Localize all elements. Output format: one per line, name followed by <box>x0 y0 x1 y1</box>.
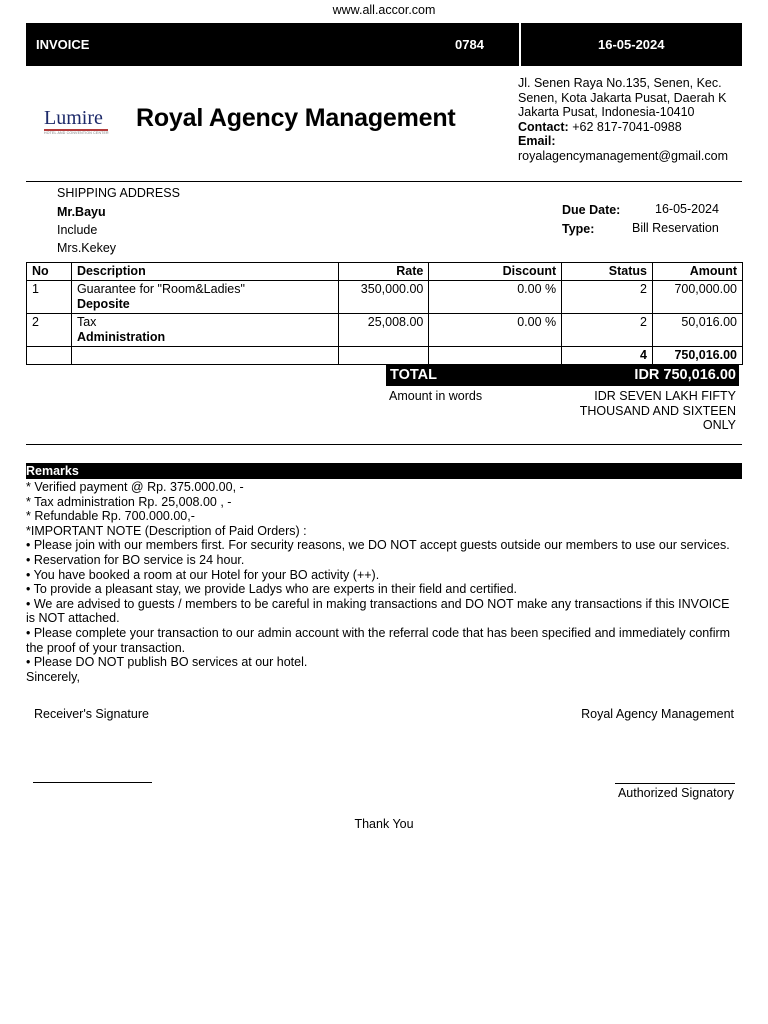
source-url: www.all.accor.com <box>332 3 436 17</box>
remark-line: • Please DO NOT publish BO services at our hotel. <box>26 655 308 670</box>
hotel-logo <box>44 108 109 136</box>
row-rate: 25,008.00 <box>339 314 429 347</box>
empty-cell <box>71 347 338 365</box>
row-status: 2 <box>562 281 653 314</box>
description-bold: Deposite <box>76 297 130 311</box>
address-line: Jl. Senen Raya No.135, Senen, Kec. <box>518 76 722 90</box>
row-amount: 700,000.00 <box>653 281 743 314</box>
row-no: 2 <box>27 314 72 347</box>
remarks-title: Remarks <box>26 464 79 478</box>
row-description <box>71 314 338 347</box>
row-discount: 0.00 % <box>429 314 562 347</box>
table-row <box>27 314 743 347</box>
remark-line: • Please complete your transaction to our admin account with the referral code that has been specified and immediately confirm the proof of your transaction. <box>26 625 731 655</box>
address-line: Jakarta Pusat, Indonesia-10410 <box>518 105 695 120</box>
type-label: Type: <box>562 222 595 236</box>
description-bold: Administration <box>76 330 166 344</box>
type-value: Bill Reservation <box>632 221 719 235</box>
company-name: Royal Agency Management <box>136 104 456 132</box>
divider <box>26 444 742 445</box>
contact-label: Contact: <box>518 119 569 134</box>
remark-line: Sincerely, <box>26 669 80 684</box>
column-header: No <box>27 263 72 281</box>
remark-line: • We are advised to guests / members to be careful in making transactions and DO NOT make any transactions if this INVOICE is NOT attached. <box>26 596 730 626</box>
column-header: Discount <box>429 263 562 281</box>
authorized-signatory-label: Authorized Signatory <box>617 786 734 800</box>
row-description <box>71 281 338 314</box>
empty-cell <box>429 347 562 365</box>
invoice-items-table <box>26 262 743 365</box>
column-header: Status <box>562 263 653 281</box>
description-text: Guarantee for "Room&Ladies" <box>76 282 245 296</box>
due-date-label: Due Date: <box>562 203 621 217</box>
row-discount: 0.00 % <box>429 281 562 314</box>
row-rate: 350,000.00 <box>339 281 429 314</box>
due-date-value: 16-05-2024 <box>655 202 719 216</box>
invoice-date: 16-05-2024 <box>598 37 665 52</box>
total-amount: 750,016.00 <box>653 347 743 365</box>
amount-words-line: IDR SEVEN LAKH FIFTY <box>594 389 736 403</box>
row-amount: 50,016.00 <box>653 314 743 347</box>
invoice-header-bar <box>26 23 742 66</box>
column-header: Description <box>71 263 338 281</box>
shipping-line: Mrs.Kekey <box>57 241 117 255</box>
row-no: 1 <box>27 281 72 314</box>
address-line: Senen, Kota Jakarta Pusat, Daerah K <box>518 90 727 105</box>
company-signature-label: Royal Agency Management <box>581 707 734 721</box>
total-label: TOTAL <box>390 367 437 383</box>
authorized-signature-line <box>615 783 735 784</box>
amount-words-line: THOUSAND AND SIXTEEN <box>579 403 736 418</box>
divider <box>26 181 742 182</box>
email-label: Email: <box>518 134 556 149</box>
column-header: Amount <box>653 263 743 281</box>
total-value: IDR 750,016.00 <box>634 367 736 383</box>
remark-line: *IMPORTANT NOTE (Description of Paid Orders) : <box>26 523 307 538</box>
empty-cell <box>339 347 429 365</box>
remark-line: * Verified payment @ Rp. 375.000.00, - <box>26 480 244 494</box>
remark-line: • You have booked a room at our Hotel for your BO activity (++). <box>26 567 380 582</box>
table-header-row <box>27 263 743 281</box>
company-address-block <box>518 76 744 164</box>
receiver-signature-line <box>33 782 152 783</box>
invoice-number: 0784 <box>455 37 484 52</box>
shipping-label: SHIPPING ADDRESS <box>57 186 180 200</box>
amount-words-line: ONLY <box>702 418 736 433</box>
shipping-line: Include <box>57 223 98 237</box>
amount-in-words <box>540 389 736 433</box>
column-header: Rate <box>339 263 429 281</box>
remarks-title-bar <box>26 463 742 479</box>
remark-line: • To provide a pleasant stay, we provide Ladys who are experts in their field and certified. <box>26 582 517 597</box>
thank-you: Thank You <box>354 817 414 831</box>
table-row <box>27 281 743 314</box>
table-total-row <box>27 347 743 365</box>
remark-line: * Refundable Rp. 700.000.00,- <box>26 509 195 524</box>
logo-text: Lumire <box>44 107 103 129</box>
total-status: 4 <box>562 347 653 365</box>
remark-line: • Please join with our members first. For security reasons, we DO NOT accept guests outside our members to use our services. <box>26 538 730 553</box>
logo-tagline: HOTEL AND CONVENTION CENTER <box>44 130 109 135</box>
remark-line: * Tax administration Rp. 25,008.00 , - <box>26 494 232 509</box>
header-divider <box>519 23 521 66</box>
shipping-name: Mr.Bayu <box>57 205 106 219</box>
contact-phone: +62 817-7041-0988 <box>572 119 682 134</box>
description-text: Tax <box>76 315 97 329</box>
contact-email: royalagencymanagement@gmail.com <box>518 148 729 163</box>
amount-in-words-label: Amount in words <box>389 389 483 403</box>
total-bar <box>386 365 739 386</box>
receiver-signature-label: Receiver's Signature <box>34 707 149 721</box>
remark-line: • Reservation for BO service is 24 hour. <box>26 552 245 567</box>
invoice-label: INVOICE <box>36 37 90 52</box>
empty-cell <box>27 347 72 365</box>
remarks-body <box>26 480 742 684</box>
row-status: 2 <box>562 314 653 347</box>
